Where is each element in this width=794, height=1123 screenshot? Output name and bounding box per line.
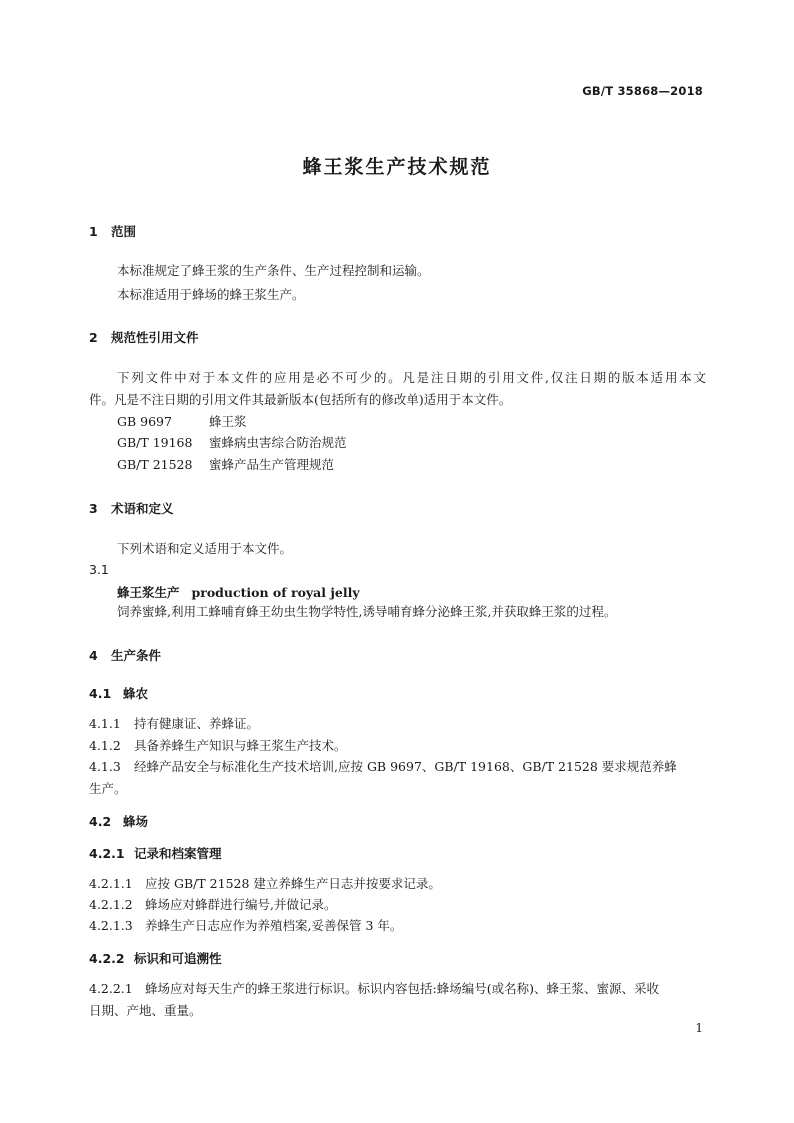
clause-text-continued: 日期、产地、重量。 bbox=[89, 1003, 202, 1018]
clause-text-continued: 生产。 bbox=[89, 781, 127, 796]
section-title: 范围 bbox=[111, 224, 137, 239]
paragraph-line: 件。凡是不注日期的引用文件其最新版本(包括所有的修改单)适用于本文件。 bbox=[89, 392, 512, 407]
page-number: 1 bbox=[695, 1021, 703, 1035]
standard-number: GB/T 35868—2018 bbox=[582, 84, 703, 98]
clause-item bbox=[89, 894, 336, 915]
clause-number: 4.1.3 bbox=[89, 759, 121, 774]
subsection-title: 蜂农 bbox=[123, 686, 149, 701]
subsection-number: 4.2.2 bbox=[89, 951, 125, 966]
reference-item bbox=[117, 411, 247, 432]
subsection-heading-4-2-2 bbox=[89, 949, 222, 967]
reference-code: GB/T 19168 bbox=[117, 435, 193, 450]
subsection-heading-4-1 bbox=[89, 684, 148, 702]
clause-text: 蜂场应对蜂群进行编号,并做记录。 bbox=[145, 897, 337, 912]
clause-text: 应按 GB/T 21528 建立养蜂生产日志并按要求记录。 bbox=[145, 876, 441, 891]
section-number: 4 bbox=[89, 648, 98, 663]
subsection-title: 蜂场 bbox=[123, 814, 149, 829]
clause-text: 经蜂产品安全与标准化生产技术培训,应按 GB 9697、GB/T 19168、GB/T 21528 要求规范养蜂 bbox=[134, 759, 677, 774]
subsection-heading-4-2 bbox=[89, 812, 148, 830]
clause-item bbox=[89, 735, 347, 756]
clause-item bbox=[89, 873, 441, 894]
clause-number: 4.2.1.1 bbox=[89, 876, 133, 891]
reference-item bbox=[117, 432, 347, 453]
clause-text: 持有健康证、养蜂证。 bbox=[134, 716, 260, 731]
clause-item bbox=[89, 713, 259, 734]
term-entry bbox=[117, 583, 360, 601]
reference-name: 蜂王浆 bbox=[209, 414, 247, 429]
paragraph: 本标准规定了蜂王浆的生产条件、生产过程控制和运输。 bbox=[117, 263, 430, 278]
section-heading-3 bbox=[89, 499, 174, 517]
subsection-number: 4.1 bbox=[89, 686, 112, 701]
clause-number: 4.1.2 bbox=[89, 738, 121, 753]
reference-code: GB/T 21528 bbox=[117, 457, 193, 472]
section-number: 2 bbox=[89, 330, 98, 345]
reference-name: 蜜蜂产品生产管理规范 bbox=[209, 457, 335, 472]
clause-text: 蜂场应对每天生产的蜂王浆进行标识。标识内容包括:蜂场编号(或名称)、蜂王浆、蜜源、采收 bbox=[145, 981, 659, 996]
subsection-heading-4-2-1 bbox=[89, 844, 222, 862]
term-english: production of royal jelly bbox=[191, 585, 360, 600]
subsection-title: 记录和档案管理 bbox=[134, 846, 222, 861]
clause-text: 具备养蜂生产知识与蜂王浆生产技术。 bbox=[134, 738, 347, 753]
section-number: 3 bbox=[89, 501, 98, 516]
paragraph: 下列术语和定义适用于本文件。 bbox=[117, 541, 293, 556]
subsection-title: 标识和可追溯性 bbox=[134, 951, 222, 966]
clause-item bbox=[89, 978, 706, 999]
section-title: 术语和定义 bbox=[111, 501, 174, 516]
clause-number: 4.1.1 bbox=[89, 716, 121, 731]
clause-item bbox=[89, 915, 402, 936]
section-title: 生产条件 bbox=[111, 648, 162, 663]
section-heading-4 bbox=[89, 646, 161, 664]
reference-code: GB 9697 bbox=[117, 414, 172, 429]
term-chinese: 蜂王浆生产 bbox=[117, 585, 180, 600]
clause-number: 4.2.2.1 bbox=[89, 981, 133, 996]
term-number: 3.1 bbox=[89, 562, 109, 577]
clause-text: 养蜂生产日志应作为养殖档案,妥善保管 3 年。 bbox=[145, 918, 403, 933]
clause-number: 4.2.1.2 bbox=[89, 897, 133, 912]
document-title: 蜂王浆生产技术规范 bbox=[302, 156, 492, 178]
paragraph-line: 下列文件中对于本文件的应用是必不可少的。凡是注日期的引用文件,仅注日期的版本适用本文 bbox=[117, 370, 706, 385]
subsection-number: 4.2.1 bbox=[89, 846, 125, 861]
section-heading-2 bbox=[89, 328, 199, 346]
section-number: 1 bbox=[89, 224, 98, 239]
clause-number: 4.2.1.3 bbox=[89, 918, 133, 933]
subsection-number: 4.2 bbox=[89, 814, 112, 829]
paragraph: 本标准适用于蜂场的蜂王浆生产。 bbox=[117, 287, 305, 302]
clause-item bbox=[89, 756, 706, 777]
reference-name: 蜜蜂病虫害综合防治规范 bbox=[209, 435, 347, 450]
section-heading-1 bbox=[89, 222, 136, 240]
reference-item bbox=[117, 454, 334, 475]
term-definition: 饲养蜜蜂,利用工蜂哺育蜂王幼虫生物学特性,诱导哺育蜂分泌蜂王浆,并获取蜂王浆的过程。 bbox=[117, 604, 617, 619]
section-title: 规范性引用文件 bbox=[111, 330, 199, 345]
